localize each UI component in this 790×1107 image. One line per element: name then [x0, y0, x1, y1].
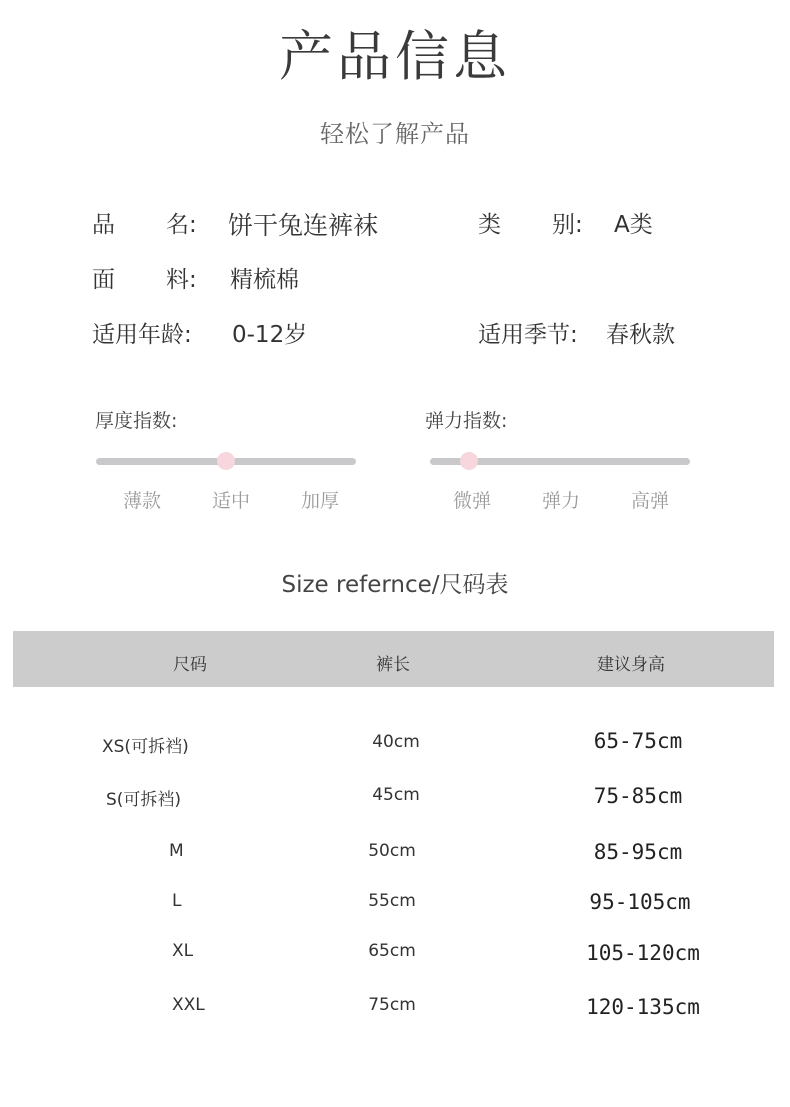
page-title: 产品信息: [279, 25, 511, 88]
season-label: 适用季节:: [478, 322, 578, 348]
age-label: 适用年龄:: [92, 322, 192, 348]
category-value: A类: [614, 212, 653, 238]
length-cell: 40cm: [372, 732, 420, 752]
thickness-knob: [217, 452, 235, 470]
length-cell: 50cm: [368, 841, 416, 861]
size-cell: XS(可拆裆): [102, 737, 189, 757]
length-cell: 75cm: [368, 995, 416, 1015]
thickness-stop-thin: 薄款: [122, 490, 161, 512]
size-cell: S(可拆裆): [106, 790, 182, 810]
name-label-char2: 名:: [166, 212, 197, 238]
thickness-stop-medium: 适中: [211, 490, 250, 512]
name-label-char1: 品: [92, 212, 115, 238]
fabric-label-char2: 料:: [166, 267, 197, 293]
size-cell: L: [172, 891, 182, 911]
height-cell: 65-75cm: [593, 729, 683, 753]
length-cell: 55cm: [368, 891, 416, 911]
elasticity-knob: [460, 452, 478, 470]
length-cell: 65cm: [368, 941, 416, 961]
column-header-size: 尺码: [173, 655, 207, 675]
elasticity-stop-stretch: 弹力: [541, 490, 580, 512]
column-header-height: 建议身高: [597, 655, 665, 675]
height-cell: 85-95cm: [593, 840, 683, 864]
age-value: 0-12岁: [232, 322, 308, 348]
length-cell: 45cm: [372, 785, 420, 805]
category-label-char1: 类: [478, 212, 501, 238]
elasticity-title: 弹力指数:: [425, 410, 508, 432]
season-value: 春秋款: [606, 322, 675, 348]
size-cell: XL: [172, 941, 194, 961]
elasticity-stop-slight: 微弹: [452, 490, 491, 512]
size-cell: XXL: [172, 995, 205, 1015]
thickness-title: 厚度指数:: [95, 410, 178, 432]
height-cell: 75-85cm: [593, 784, 683, 808]
height-cell: 105-120cm: [586, 941, 700, 965]
size-table-heading: Size refernce/尺码表: [281, 572, 509, 598]
column-header-length: 裤长: [376, 655, 410, 675]
height-cell: 120-135cm: [586, 995, 700, 1019]
page-subtitle: 轻松了解产品: [320, 120, 470, 148]
category-label-char2: 别:: [552, 212, 583, 238]
thickness-stop-thick: 加厚: [300, 490, 339, 512]
name-value: 饼干兔连裤袜: [228, 211, 379, 240]
size-cell: M: [169, 841, 184, 861]
fabric-label-char1: 面: [92, 267, 115, 293]
height-cell: 95-105cm: [589, 890, 691, 914]
fabric-value: 精梳棉: [230, 267, 299, 293]
elasticity-stop-high: 高弹: [630, 490, 669, 512]
